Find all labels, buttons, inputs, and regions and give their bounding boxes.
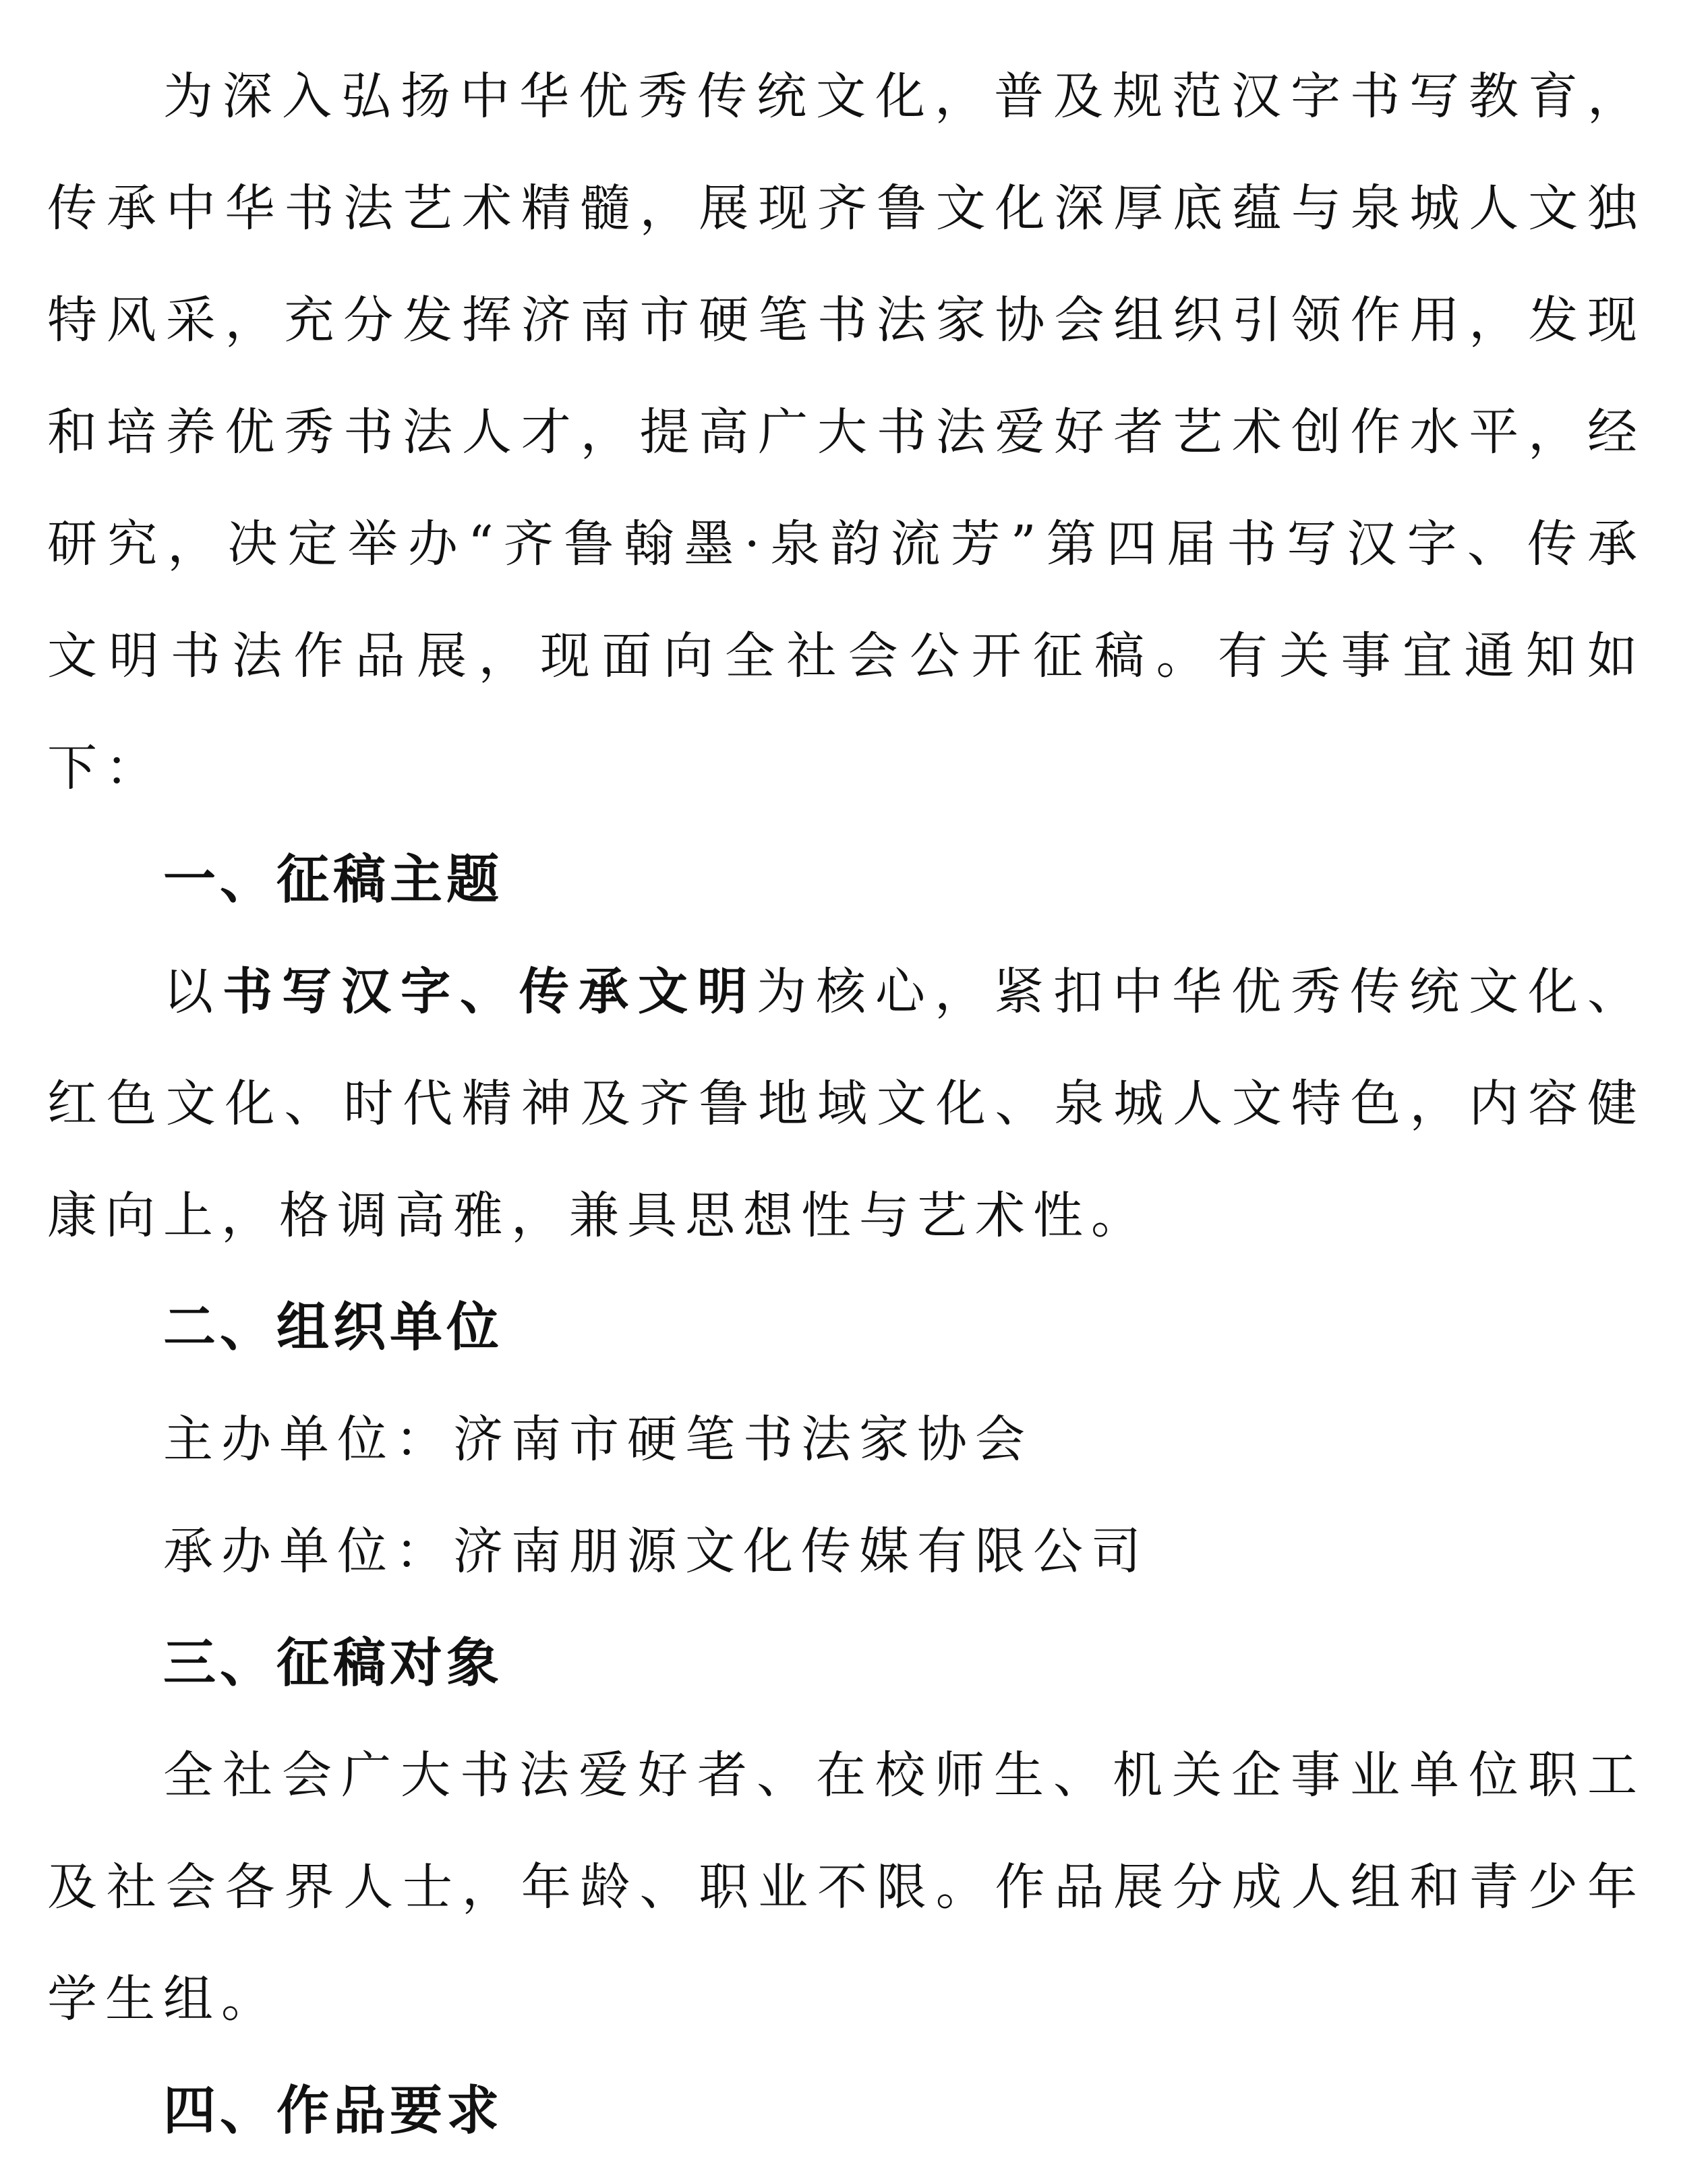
section-heading-participants: 三、征稿对象 (163, 1633, 504, 1694)
theme-rest: 为核心，紧扣中华优秀传统文化、红色文化、时代精神及齐鲁地域文化、泉城人文特色，内容健康向上，格调高雅，兼具思想性与艺术性。 (47, 963, 1645, 1245)
document-body (47, 40, 1645, 2167)
theme-prefix: 以 (163, 963, 223, 1021)
theme-paragraph (47, 936, 1645, 1272)
section-heading-organizers: 二、组织单位 (163, 1297, 504, 1358)
theme-bold-phrase: 书写汉字、传承文明 (223, 963, 757, 1021)
section-heading-theme: 一、征稿主题 (163, 850, 504, 910)
participants-paragraph: 全社会广大书法爱好者、在校师生、机关企事业单位职工及社会各界人士，年龄、职业不限。作品展分成人组和青少年学生组。 (47, 1746, 1645, 2028)
host-unit-line: 主办单位：济南市硬笔书法家协会 (163, 1411, 1033, 1468)
section-heading-requirements: 四、作品要求 (163, 2081, 504, 2141)
organizer-unit-line: 承办单位：济南朋源文化传媒有限公司 (163, 1522, 1149, 1580)
intro-paragraph: 为深入弘扬中华优秀传统文化，普及规范汉字书写教育，传承中华书法艺术精髓，展现齐鲁文化深厚底蕴与泉城人文独特风采，充分发挥济南市硬笔书法家协会组织引领作用，发现和培养优秀书法人才，提高广大书法爱好者艺术创作水平，经研究，决定举办“齐鲁翰墨·泉韵流芳”第四届书写汉字、传承文明书法作品展，现面向全社会公开征稿。有关事宜通知如下： (47, 67, 1645, 797)
